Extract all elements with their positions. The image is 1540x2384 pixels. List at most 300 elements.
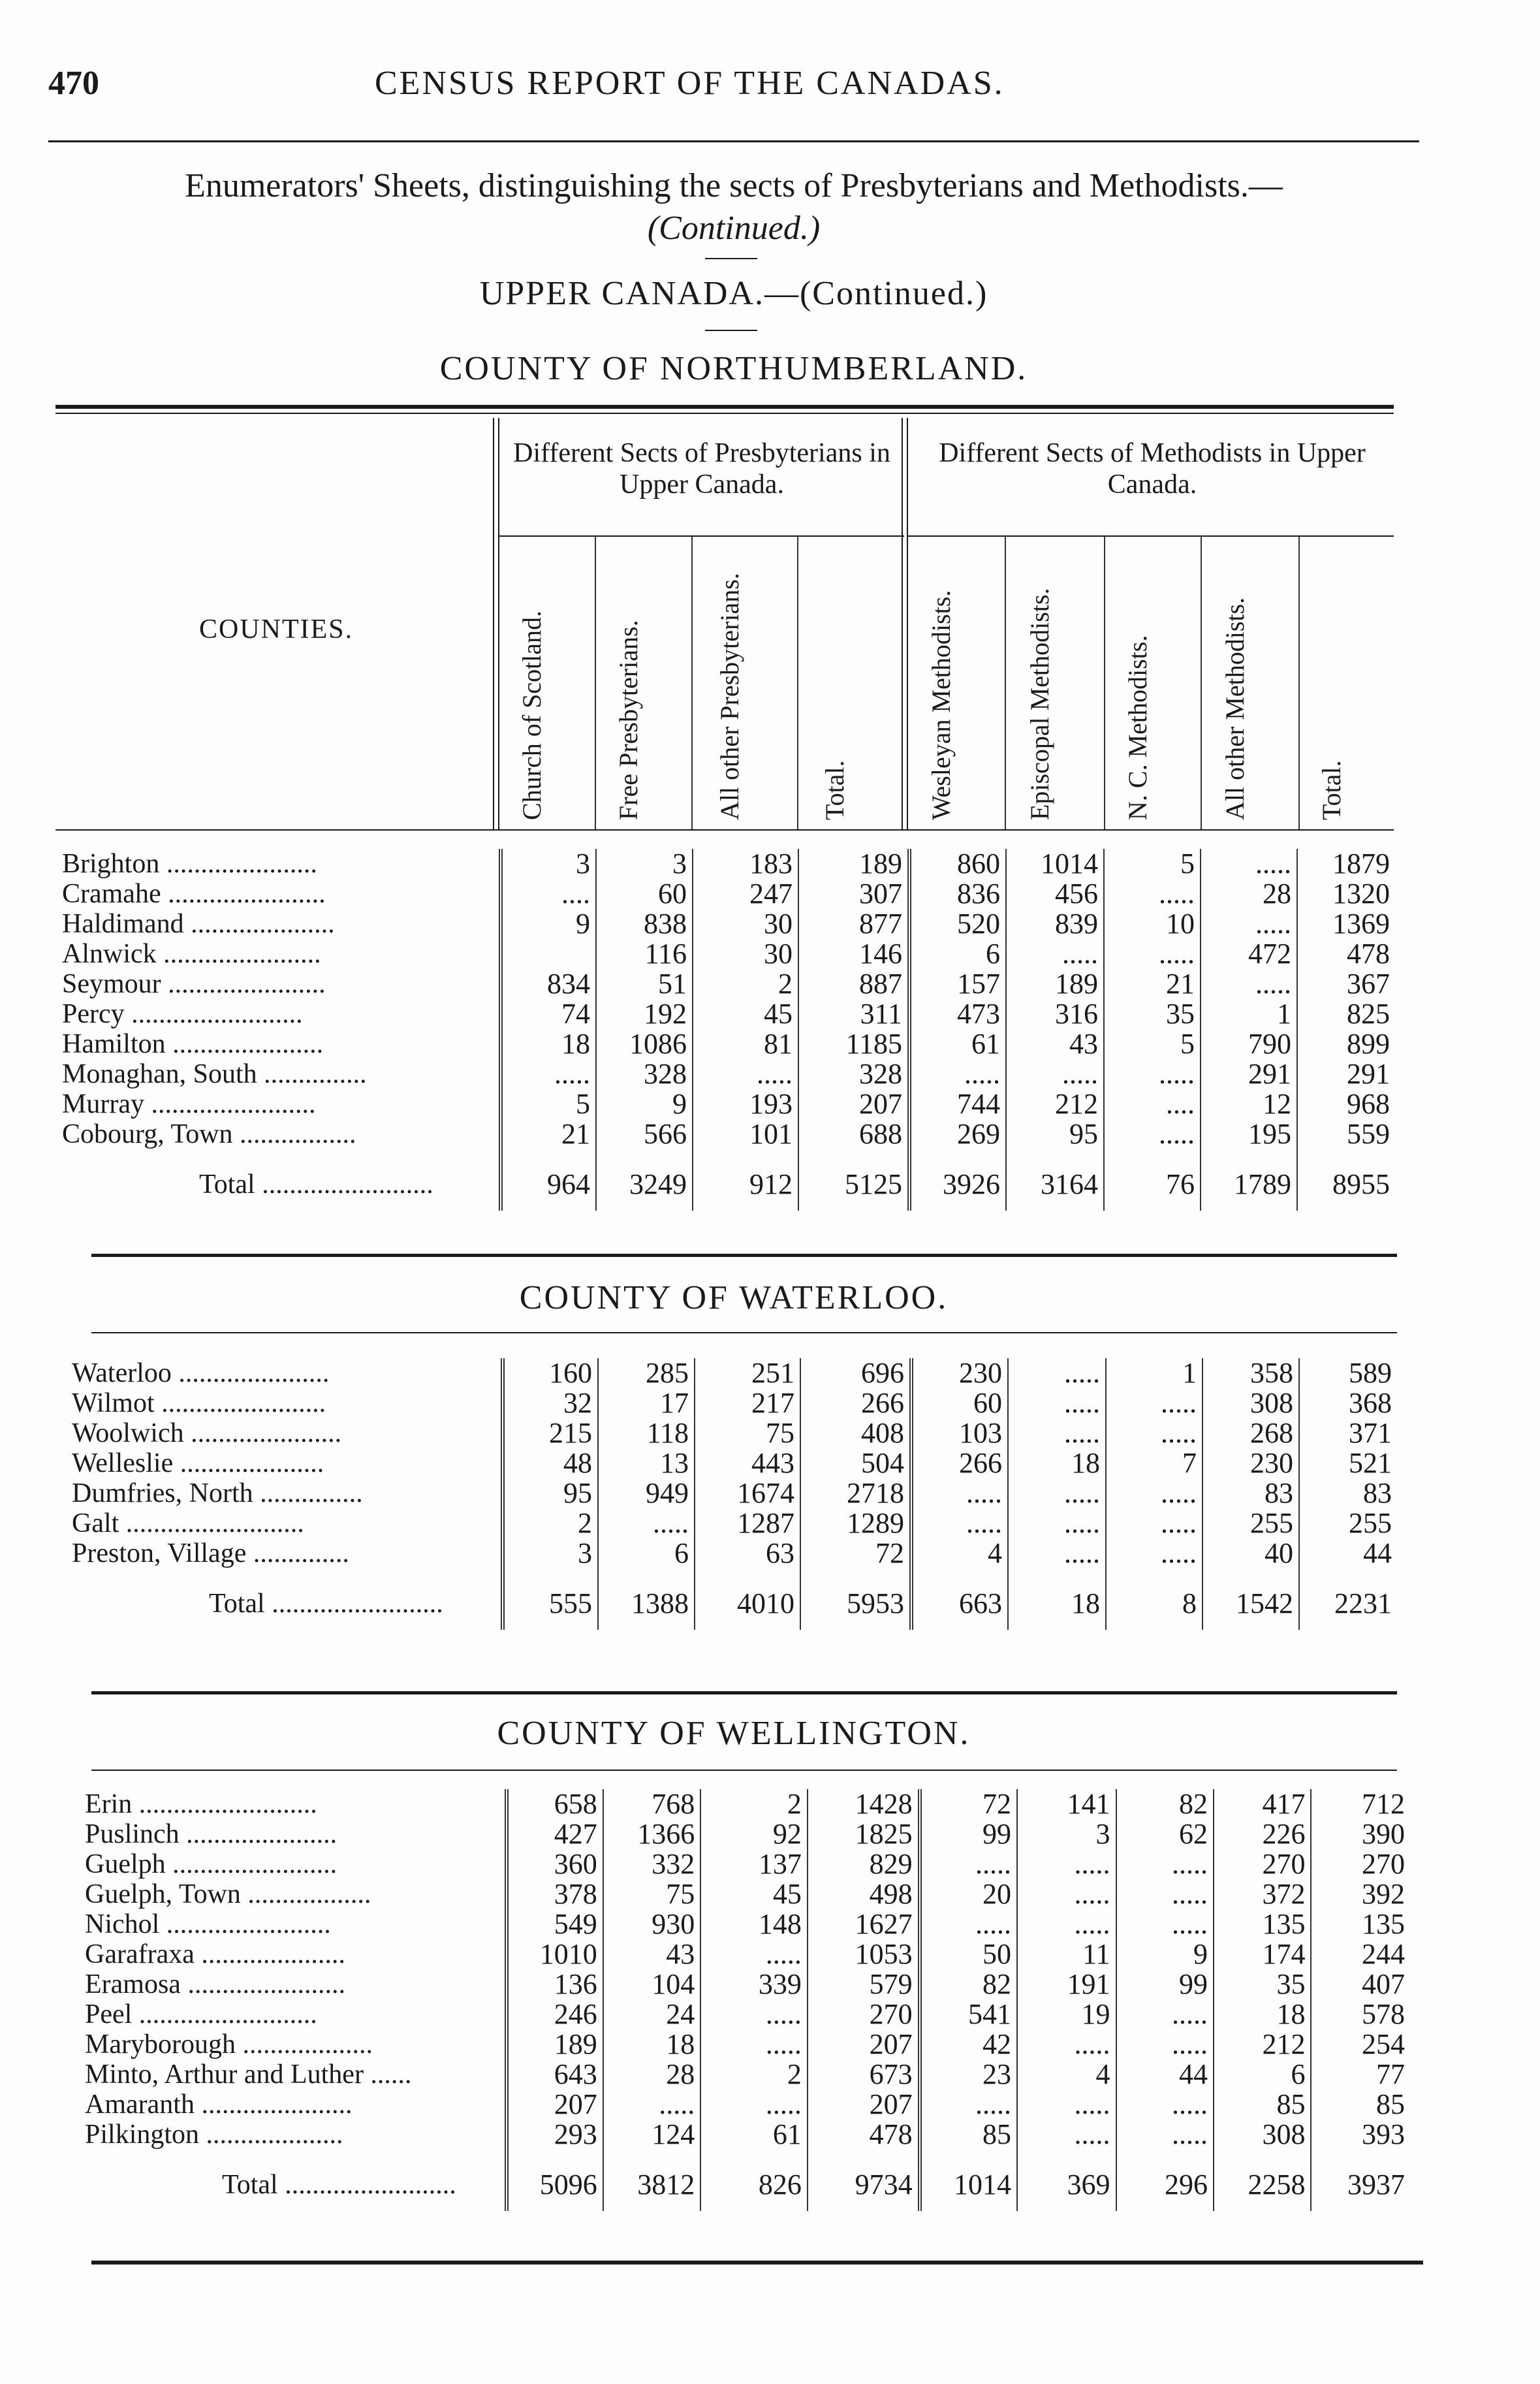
total-row <box>62 1149 1395 1211</box>
value-cell: 1320 <box>1332 879 1390 909</box>
page-bottom-rule <box>91 2261 1423 2265</box>
value-cell: 358 <box>1202 1358 1299 1388</box>
value-cell: 207 <box>798 1089 909 1119</box>
township-name: Alnwick ....................... <box>62 939 501 969</box>
value-cell: 559 <box>1347 1119 1390 1149</box>
value-cell: ..... <box>1008 1508 1106 1538</box>
township-name: Guelph, Town .................. <box>85 1879 507 1909</box>
value-cell: 136 <box>507 1969 603 1999</box>
value-cell: 1542 <box>1202 1568 1299 1630</box>
table-row <box>85 2059 1410 2090</box>
value-cell: 13 <box>598 1448 695 1478</box>
value-cell: ..... <box>920 1909 1017 1939</box>
value-cell: 251 <box>695 1358 800 1388</box>
value-cell: 10 <box>1104 909 1201 939</box>
value-cell: 1010 <box>507 1939 603 1969</box>
value-cell: 3926 <box>909 1149 1006 1211</box>
value-cell: 215 <box>503 1418 598 1448</box>
value-cell: 141 <box>1017 1789 1116 1819</box>
value-cell: 212 <box>1214 2029 1311 2059</box>
value-cell: ..... <box>1201 909 1297 939</box>
value-cell: 230 <box>1202 1448 1299 1478</box>
column-label: N. C. Methodists. <box>1123 635 1152 820</box>
value-cell: 230 <box>911 1358 1008 1388</box>
value-cell: 104 <box>603 1969 700 1999</box>
value-cell: 270 <box>1214 1849 1311 1879</box>
value-cell: 4010 <box>695 1568 800 1630</box>
value-cell: 18 <box>501 1029 596 1059</box>
table-row <box>85 1909 1410 1939</box>
table-row <box>72 1448 1397 1478</box>
section-top-rule <box>91 1770 1397 1771</box>
township-name: Puslinch ...................... <box>85 1819 507 1849</box>
value-cell: 246 <box>507 1999 603 2029</box>
column-label: All other Presbyterians. <box>715 573 744 820</box>
table-row <box>85 1939 1410 1969</box>
value-cell: 6 <box>1214 2059 1311 2090</box>
value-cell: 673 <box>808 2059 920 2090</box>
table-row <box>72 1418 1397 1448</box>
value-cell: 85 <box>920 2120 1017 2150</box>
value-cell: ..... <box>1106 1388 1202 1418</box>
value-cell: 1789 <box>1201 1149 1297 1211</box>
value-cell: ..... <box>1104 939 1201 969</box>
value-cell: 296 <box>1116 2150 1214 2211</box>
column-methodist-total <box>1300 537 1394 829</box>
column-wesleyan-methodists <box>908 537 1006 829</box>
value-cell: 5 <box>501 1089 596 1119</box>
value-cell: 968 <box>1347 1089 1390 1119</box>
township-name: Woolwich ...................... <box>72 1418 503 1448</box>
value-cell: 269 <box>909 1119 1006 1149</box>
value-cell: ..... <box>1116 1909 1214 1939</box>
value-cell: ..... <box>700 1939 808 1969</box>
presbyterian-group-header <box>506 437 898 501</box>
value-cell: 43 <box>603 1939 700 1969</box>
value-cell: 825 <box>1347 999 1390 1029</box>
table-northumberland <box>62 849 1395 1211</box>
table-row <box>62 1119 1395 1149</box>
value-cell: 266 <box>800 1388 911 1418</box>
value-cell: 189 <box>507 2029 603 2059</box>
value-cell: 268 <box>1202 1418 1299 1448</box>
value-cell: ..... <box>700 2090 808 2120</box>
total-row <box>85 2150 1410 2211</box>
township-name: Cobourg, Town ................. <box>62 1119 501 1149</box>
value-cell: 332 <box>603 1849 700 1879</box>
value-cell: 2718 <box>800 1478 911 1508</box>
table-row <box>85 1879 1410 1909</box>
value-cell: 207 <box>808 2029 920 2059</box>
value-cell: 589 <box>1349 1358 1392 1388</box>
township-name: Guelph ........................ <box>85 1849 507 1879</box>
value-cell: 360 <box>507 1849 603 1879</box>
value-cell: 3 <box>503 1538 598 1568</box>
value-cell: 688 <box>798 1119 909 1149</box>
value-cell: 82 <box>1116 1789 1214 1819</box>
methodist-group-header <box>917 437 1387 501</box>
value-cell: 1014 <box>1006 849 1104 879</box>
value-cell: 478 <box>1347 939 1390 969</box>
value-cell: 157 <box>909 969 1006 999</box>
value-cell: 40 <box>1202 1538 1299 1568</box>
value-cell: 2231 <box>1334 1587 1392 1619</box>
value-cell: 498 <box>808 1879 920 1909</box>
value-cell: 17 <box>598 1388 695 1418</box>
value-cell: 9 <box>501 909 596 939</box>
value-cell: 1369 <box>1332 909 1390 939</box>
total-label: Total ......................... <box>85 2150 507 2211</box>
value-cell: ..... <box>911 1478 1008 1508</box>
township-name: Seymour ....................... <box>62 969 501 999</box>
value-cell: 473 <box>909 999 1006 1029</box>
value-cell: 372 <box>1214 1879 1311 1909</box>
value-cell: 23 <box>920 2059 1017 2090</box>
value-cell: 255 <box>1349 1508 1392 1538</box>
section-heading-line1: Enumerators' Sheets, distinguishing the sects of Presbyterians and Methodists.— <box>185 167 1283 204</box>
value-cell: 30 <box>693 909 798 939</box>
value-cell: 6 <box>598 1538 695 1568</box>
township-name: Nichol ........................ <box>85 1909 507 1939</box>
value-cell: 1879 <box>1332 849 1390 879</box>
value-cell: 82 <box>920 1969 1017 1999</box>
value-cell: 768 <box>603 1789 700 1819</box>
value-cell: 101 <box>693 1119 798 1149</box>
value-cell: 189 <box>798 849 909 879</box>
value-cell: ..... <box>700 1999 808 2029</box>
value-cell: 18 <box>603 2029 700 2059</box>
value-cell: 3812 <box>603 2150 700 2211</box>
value-cell: 378 <box>507 1879 603 1909</box>
table-wellington <box>85 1789 1410 2211</box>
column-label: Wesleyan Methodists. <box>926 590 956 820</box>
column-label: Total. <box>1317 760 1346 820</box>
table-row <box>85 1789 1410 1819</box>
value-cell: 118 <box>598 1418 695 1448</box>
value-cell: 254 <box>1362 2029 1405 2059</box>
value-cell: ..... <box>1008 1388 1106 1418</box>
value-cell: ..... <box>1106 1418 1202 1448</box>
value-cell: 83 <box>1202 1478 1299 1508</box>
value-cell: 43 <box>1006 1029 1104 1059</box>
short-rule <box>705 330 757 331</box>
value-cell: 390 <box>1362 1819 1405 1849</box>
value-cell: 291 <box>1347 1059 1390 1089</box>
township-name: Monaghan, South ............... <box>62 1059 501 1089</box>
value-cell: 5125 <box>798 1149 909 1211</box>
value-cell: 285 <box>598 1358 695 1388</box>
value-cell: 18 <box>1008 1568 1106 1630</box>
value-cell: 504 <box>800 1448 911 1478</box>
value-cell: 3249 <box>596 1149 693 1211</box>
column-free-presbyterians <box>596 537 693 829</box>
value-cell: 3 <box>501 849 596 879</box>
value-cell: 8 <box>1106 1568 1202 1630</box>
value-cell: 35 <box>1214 1969 1311 1999</box>
value-cell: 61 <box>700 2120 808 2150</box>
value-cell: 76 <box>1104 1149 1201 1211</box>
total-label: Total ......................... <box>62 1149 501 1211</box>
value-cell: ..... <box>920 2090 1017 2120</box>
value-cell: 555 <box>503 1568 598 1630</box>
value-cell: 28 <box>1201 879 1297 909</box>
value-cell: 28 <box>603 2059 700 2090</box>
value-cell: 99 <box>1116 1969 1214 1999</box>
column-other-methodists <box>1202 537 1300 829</box>
value-cell: 839 <box>1006 909 1104 939</box>
table-row <box>72 1478 1397 1508</box>
township-name: Dumfries, North ............... <box>72 1478 503 1508</box>
short-rule <box>705 258 757 259</box>
table-row <box>85 2120 1410 2150</box>
counties-label: COUNTIES. <box>199 614 354 644</box>
value-cell: 712 <box>1362 1789 1405 1819</box>
value-cell: 1 <box>1201 999 1297 1029</box>
value-cell: 5 <box>1104 849 1201 879</box>
value-cell: 35 <box>1104 999 1201 1029</box>
value-cell: 83 <box>1363 1478 1392 1508</box>
value-cell: 5953 <box>800 1568 911 1630</box>
value-cell: 1185 <box>798 1029 909 1059</box>
value-cell: 407 <box>1362 1969 1405 1999</box>
value-cell: 247 <box>693 879 798 909</box>
value-cell: 217 <box>695 1388 800 1418</box>
value-cell: 160 <box>503 1358 598 1388</box>
township-name: Galt .......................... <box>72 1508 503 1538</box>
value-cell: ..... <box>1104 1059 1201 1089</box>
value-cell: ..... <box>1104 1119 1201 1149</box>
value-cell: 45 <box>700 1879 808 1909</box>
section-heading <box>48 167 1419 205</box>
value-cell: ..... <box>909 1059 1006 1089</box>
value-cell: 838 <box>596 909 693 939</box>
value-cell: 50 <box>920 1939 1017 1969</box>
value-cell: 899 <box>1347 1029 1390 1059</box>
value-cell: ..... <box>1116 2090 1214 2120</box>
value-cell: 5096 <box>507 2150 603 2211</box>
value-cell: 658 <box>507 1789 603 1819</box>
value-cell: 1627 <box>808 1909 920 1939</box>
section-heading-continued <box>48 209 1419 247</box>
value-cell: 42 <box>920 2029 1017 2059</box>
township-name: Hamilton ...................... <box>62 1029 501 1059</box>
value-cell: 8955 <box>1332 1168 1390 1200</box>
column-episcopal-methodists <box>1006 537 1105 829</box>
column-label: Church of Scotland. <box>517 610 546 820</box>
value-cell: 3164 <box>1006 1149 1104 1211</box>
value-cell: 566 <box>596 1119 693 1149</box>
value-cell: ..... <box>1017 1909 1116 1939</box>
value-cell: 85 <box>1376 2090 1405 2120</box>
value-cell: 12 <box>1201 1089 1297 1119</box>
value-cell: 11 <box>1017 1939 1116 1969</box>
value-cell: 75 <box>695 1418 800 1448</box>
value-cell: 316 <box>1006 999 1104 1029</box>
county-title-northumberland: COUNTY OF NORTHUMBERLAND. <box>439 350 1028 387</box>
value-cell: ..... <box>1017 2090 1116 2120</box>
table-row <box>62 1059 1395 1089</box>
table-row <box>62 1029 1395 1059</box>
value-cell: 308 <box>1202 1388 1299 1418</box>
value-cell: 45 <box>693 999 798 1029</box>
township-name: Brighton ...................... <box>62 849 501 879</box>
value-cell: 81 <box>693 1029 798 1059</box>
value-cell: 1366 <box>603 1819 700 1849</box>
table-row <box>62 999 1395 1029</box>
table-waterloo <box>72 1358 1397 1630</box>
value-cell: 549 <box>507 1909 603 1939</box>
township-name: Welleslie ..................... <box>72 1448 503 1478</box>
total-label: Total ......................... <box>72 1568 503 1630</box>
value-cell: 18 <box>1008 1448 1106 1478</box>
value-cell: 62 <box>1116 1819 1214 1849</box>
section-rule <box>91 1254 1397 1257</box>
column-label: All other Methodists. <box>1220 597 1249 820</box>
township-name: Wilmot ........................ <box>72 1388 503 1418</box>
value-cell: ..... <box>1017 2120 1116 2150</box>
value-cell: 266 <box>911 1448 1008 1478</box>
table-row <box>85 2090 1410 2120</box>
value-cell: 5 <box>1104 1029 1201 1059</box>
value-cell: ..... <box>598 1508 695 1538</box>
township-name: Murray ........................ <box>62 1089 501 1119</box>
column-label: Free Presbyterians. <box>614 620 643 820</box>
value-cell: 930 <box>603 1909 700 1939</box>
value-cell: 1428 <box>808 1789 920 1819</box>
township-name: Erin .......................... <box>85 1789 507 1819</box>
column-nc-methodists <box>1105 537 1202 829</box>
table-row <box>62 1089 1395 1119</box>
value-cell: 393 <box>1362 2120 1405 2150</box>
value-cell: ..... <box>1201 969 1297 999</box>
column-other-presbyterians <box>693 537 798 829</box>
value-cell: 912 <box>693 1149 798 1211</box>
township-name: Minto, Arthur and Luther ...... <box>85 2059 507 2090</box>
value-cell: 9 <box>596 1089 693 1119</box>
value-cell: 30 <box>693 939 798 969</box>
value-cell: 2 <box>700 2059 808 2090</box>
value-cell: .... <box>501 879 596 909</box>
page-number: 470 <box>48 65 99 102</box>
column-church-of-scotland <box>499 537 596 829</box>
value-cell: 643 <box>507 2059 603 2090</box>
value-cell: 60 <box>911 1388 1008 1418</box>
value-cell: 826 <box>700 2150 808 2211</box>
value-cell: 207 <box>507 2090 603 2120</box>
value-cell: 244 <box>1362 1939 1405 1969</box>
township-name: Maryborough ................... <box>85 2029 507 2059</box>
value-cell: ..... <box>1116 1849 1214 1879</box>
value-cell: 135 <box>1362 1909 1405 1939</box>
section-heading-line2: (Continued.) <box>647 210 821 247</box>
value-cell: ..... <box>1106 1478 1202 1508</box>
value-cell: 3 <box>596 849 693 879</box>
table-row <box>85 2029 1410 2059</box>
value-cell: 472 <box>1201 939 1297 969</box>
value-cell: 192 <box>596 999 693 1029</box>
value-cell: 44 <box>1363 1538 1392 1568</box>
township-name: Peel .......................... <box>85 1999 507 2029</box>
value-cell: 48 <box>503 1448 598 1478</box>
value-cell: 1388 <box>598 1568 695 1630</box>
value-cell: 456 <box>1006 879 1104 909</box>
value-cell: ..... <box>1116 1879 1214 1909</box>
value-cell: 103 <box>911 1418 1008 1448</box>
value-cell: 408 <box>800 1418 911 1448</box>
header-bottom-rule <box>55 829 1394 831</box>
value-cell: 191 <box>1017 1969 1116 1999</box>
value-cell: ..... <box>1008 1358 1106 1388</box>
value-cell: 20 <box>920 1879 1017 1909</box>
table-row <box>62 909 1395 939</box>
table-row <box>72 1358 1397 1388</box>
table-row <box>62 939 1395 969</box>
value-cell: 75 <box>603 1879 700 1909</box>
value-cell: .... <box>1104 1089 1201 1119</box>
value-cell: 95 <box>1006 1119 1104 1149</box>
value-cell: 21 <box>501 1119 596 1149</box>
value-cell: 270 <box>1362 1849 1405 1879</box>
value-cell: 61 <box>909 1029 1006 1059</box>
value-cell: ..... <box>700 2029 808 2059</box>
value-cell: 307 <box>798 879 909 909</box>
value-cell: 2 <box>503 1508 598 1538</box>
value-cell: 328 <box>798 1059 909 1089</box>
value-cell: 328 <box>596 1059 693 1089</box>
value-cell: 63 <box>695 1538 800 1568</box>
value-cell: 189 <box>1006 969 1104 999</box>
value-cell: 19 <box>1017 1999 1116 2029</box>
value-cell: 663 <box>911 1568 1008 1630</box>
running-head <box>48 64 1419 123</box>
section-rule <box>91 1691 1397 1694</box>
value-cell: 949 <box>598 1478 695 1508</box>
township-name: Haldimand ..................... <box>62 909 501 939</box>
value-cell: 443 <box>695 1448 800 1478</box>
value-cell: ..... <box>1104 879 1201 909</box>
value-cell: 829 <box>808 1849 920 1879</box>
methodist-group-label: Different Sects of Methodists in Upper Canada. <box>939 438 1366 500</box>
value-cell: ..... <box>920 1849 1017 1879</box>
table-row <box>85 1849 1410 1879</box>
value-cell: ..... <box>1201 849 1297 879</box>
value-cell: 3937 <box>1347 2169 1405 2201</box>
value-cell: 541 <box>920 1999 1017 2029</box>
township-name: Preston, Village .............. <box>72 1538 503 1568</box>
head-rule <box>48 140 1419 142</box>
township-name: Eramosa ....................... <box>85 1969 507 1999</box>
value-cell: 193 <box>693 1089 798 1119</box>
value-cell: 148 <box>700 1909 808 1939</box>
value-cell: 1053 <box>808 1939 920 1969</box>
table-row <box>62 879 1395 909</box>
table-top-rule <box>55 405 1394 409</box>
value-cell: 834 <box>501 969 596 999</box>
value-cell: 60 <box>596 879 693 909</box>
value-cell: 860 <box>909 849 1006 879</box>
county-title-waterloo: COUNTY OF WATERLOO. <box>519 1279 949 1316</box>
value-cell: 311 <box>798 999 909 1029</box>
value-cell: 964 <box>501 1149 596 1211</box>
value-cell: 116 <box>596 939 693 969</box>
value-cell: 744 <box>909 1089 1006 1119</box>
table-row <box>72 1508 1397 1538</box>
value-cell: 207 <box>808 2090 920 2120</box>
value-cell: ..... <box>693 1059 798 1089</box>
value-cell: 24 <box>603 1999 700 2029</box>
value-cell: ..... <box>1017 1849 1116 1879</box>
region-title: UPPER CANADA.—(Continued.) <box>479 275 988 312</box>
